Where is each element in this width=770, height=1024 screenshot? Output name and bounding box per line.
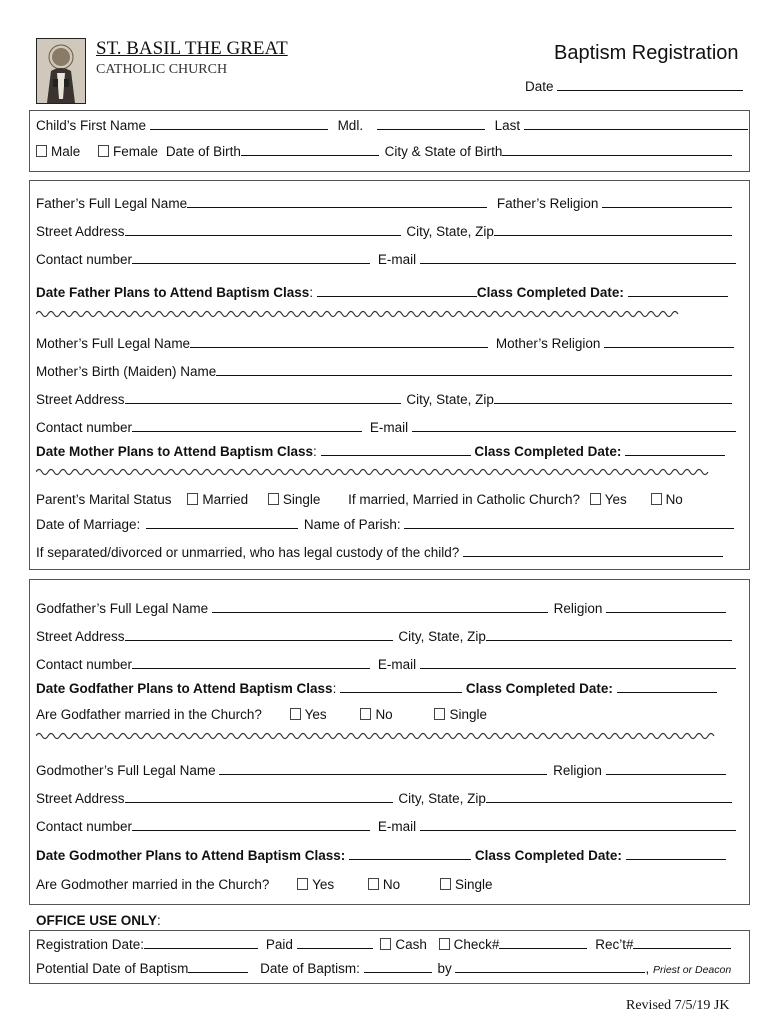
father-email-line[interactable] bbox=[420, 251, 736, 264]
godmother-yes-checkbox[interactable] bbox=[297, 878, 308, 890]
mother-city-label: City, State, Zip bbox=[406, 392, 494, 407]
father-city-line[interactable] bbox=[494, 223, 732, 236]
custody-line[interactable] bbox=[463, 544, 723, 557]
single-label: Single bbox=[282, 492, 321, 507]
catholic-church-question: If married, Married in Catholic Church? bbox=[348, 492, 580, 507]
father-street-line[interactable] bbox=[125, 223, 401, 236]
female-checkbox[interactable] bbox=[98, 145, 109, 157]
ornament-divider bbox=[36, 731, 742, 741]
godmother-contact-row bbox=[36, 818, 736, 834]
godfather-name-line[interactable] bbox=[212, 600, 548, 613]
godfather-contact-label: Contact number bbox=[36, 657, 133, 672]
ornament-divider bbox=[36, 467, 742, 477]
godfather-class-plan-label: Date Godfather Plans to Attend Baptism Class bbox=[36, 681, 333, 696]
godmother-religion-line[interactable] bbox=[606, 762, 726, 775]
godfather-street-label: Street Address bbox=[36, 629, 125, 644]
godfather-religion-line[interactable] bbox=[606, 600, 726, 613]
godmother-class-done-label: Class Completed Date: bbox=[474, 848, 622, 863]
married-label: Married bbox=[202, 492, 249, 507]
mother-religion-label: Mother’s Religion bbox=[495, 336, 601, 351]
godfather-single-checkbox[interactable] bbox=[434, 708, 445, 720]
ornament-divider bbox=[36, 309, 742, 319]
mother-email-line[interactable] bbox=[412, 419, 736, 432]
father-class-done-line[interactable] bbox=[628, 284, 728, 297]
father-contact-row bbox=[36, 251, 736, 267]
father-class-plan-label: Date Father Plans to Attend Baptism Class bbox=[36, 285, 310, 300]
birth-city-line[interactable] bbox=[502, 143, 732, 156]
godmother-email-label: E-mail bbox=[377, 819, 417, 834]
receipt-line[interactable] bbox=[633, 936, 731, 949]
marital-status-row bbox=[36, 492, 683, 507]
check-number-line[interactable] bbox=[499, 936, 587, 949]
mother-religion-line[interactable] bbox=[604, 335, 734, 348]
child-middle-label: Mdl. bbox=[337, 118, 364, 133]
dob-label: Date of Birth bbox=[165, 144, 241, 159]
godmother-contact-label: Contact number bbox=[36, 819, 133, 834]
godfather-class-done-label: Class Completed Date: bbox=[465, 681, 613, 696]
godfather-married-question: Are Godfather married in the Church? bbox=[36, 707, 262, 722]
father-name-label: Father’s Full Legal Name bbox=[36, 196, 188, 211]
catholic-no-label: No bbox=[665, 492, 683, 507]
office-use-colon: : bbox=[157, 913, 161, 928]
father-class-row bbox=[36, 284, 728, 300]
child-last-label: Last bbox=[494, 118, 521, 133]
godfather-yes-checkbox[interactable] bbox=[290, 708, 301, 720]
officiant-line[interactable] bbox=[455, 960, 645, 973]
office-baptism-row: Potential Date of Baptism Date of Baptism: by , Priest or Deacon bbox=[36, 961, 732, 976]
mother-maiden-line[interactable] bbox=[216, 363, 732, 376]
godfather-address-row bbox=[36, 628, 732, 644]
catholic-no-checkbox[interactable] bbox=[651, 493, 662, 505]
mother-name-row bbox=[36, 335, 734, 351]
godfather-contact-row bbox=[36, 656, 736, 672]
godmother-yes-label: Yes bbox=[312, 877, 335, 892]
catholic-yes-checkbox[interactable] bbox=[590, 493, 601, 505]
mother-maiden-label: Mother’s Birth (Maiden) Name bbox=[36, 364, 217, 379]
godmother-name-label: Godmother’s Full Legal Name bbox=[36, 763, 216, 778]
godmother-street-line[interactable] bbox=[125, 790, 393, 803]
mother-class-plan-label: Date Mother Plans to Attend Baptism Class bbox=[36, 444, 314, 459]
parish-line[interactable] bbox=[404, 516, 734, 529]
godmother-city-label: City, State, Zip bbox=[398, 791, 486, 806]
female-label: Female bbox=[113, 144, 159, 159]
mother-class-row bbox=[36, 443, 725, 459]
mother-street-label: Street Address bbox=[36, 392, 125, 407]
cash-checkbox[interactable] bbox=[380, 938, 391, 950]
marriage-date-row bbox=[36, 516, 734, 532]
godmother-class-done-line[interactable] bbox=[626, 847, 726, 860]
godmother-class-plan-line[interactable] bbox=[349, 847, 471, 860]
godfather-name-row bbox=[36, 600, 726, 616]
date-line[interactable] bbox=[557, 78, 743, 91]
godfather-single-label: Single bbox=[449, 707, 487, 722]
parish-label: Name of Parish: bbox=[303, 517, 401, 532]
child-first-name-line[interactable] bbox=[150, 117, 328, 130]
custody-row bbox=[36, 544, 723, 560]
check-label: Check# bbox=[453, 937, 500, 952]
godmother-single-label: Single bbox=[454, 877, 493, 892]
married-checkbox[interactable] bbox=[187, 493, 198, 505]
godfather-class-row bbox=[36, 680, 717, 696]
mother-city-line[interactable] bbox=[494, 391, 732, 404]
date-field[interactable] bbox=[525, 78, 743, 94]
father-city-label: City, State, Zip bbox=[406, 224, 494, 239]
male-label: Male bbox=[51, 144, 81, 159]
godfather-contact-line[interactable] bbox=[132, 656, 370, 669]
office-title-row bbox=[36, 913, 161, 928]
catholic-yes-label: Yes bbox=[604, 492, 627, 507]
godmother-married-question: Are Godmother married in the Church? bbox=[36, 877, 270, 892]
godfather-class-done-line[interactable] bbox=[617, 680, 717, 693]
church-subtitle: CATHOLIC CHURCH bbox=[96, 62, 228, 77]
father-class-done-label: Class Completed Date: bbox=[476, 285, 624, 300]
godmother-religion-label: Religion bbox=[553, 763, 602, 778]
church-name: ST. BASIL THE GREAT bbox=[96, 38, 288, 59]
cash-label: Cash bbox=[395, 937, 427, 952]
godfather-class-colon: : bbox=[332, 681, 337, 696]
father-address-row bbox=[36, 223, 732, 239]
marital-status-label: Parent’s Marital Status bbox=[36, 492, 172, 507]
mother-address-row bbox=[36, 391, 732, 407]
father-street-label: Street Address bbox=[36, 224, 125, 239]
godmother-class-row bbox=[36, 847, 726, 863]
father-class-colon: : bbox=[309, 285, 314, 300]
birth-city-label: City & State of Birth bbox=[384, 144, 503, 159]
revision-note: Revised 7/5/19 JK bbox=[626, 998, 730, 1013]
mother-class-done-line[interactable] bbox=[625, 443, 725, 456]
priest-deacon-label: Priest or Deacon bbox=[652, 964, 732, 976]
child-last-line[interactable] bbox=[524, 117, 748, 130]
mother-name-line[interactable] bbox=[190, 335, 488, 348]
mother-class-colon: : bbox=[313, 444, 317, 459]
marriage-date-label: Date of Marriage: bbox=[36, 517, 141, 532]
godmother-married-row bbox=[36, 877, 492, 892]
registration-date-label: Registration Date: bbox=[36, 937, 145, 952]
check-checkbox[interactable] bbox=[439, 938, 450, 950]
godmother-address-row bbox=[36, 790, 732, 806]
potential-date-line[interactable] bbox=[188, 960, 248, 973]
godmother-city-line[interactable] bbox=[486, 790, 732, 803]
godmother-email-line[interactable] bbox=[420, 818, 736, 831]
father-email-label: E-mail bbox=[377, 252, 417, 267]
godfather-city-label: City, State, Zip bbox=[398, 629, 486, 644]
mother-class-done-label: Class Completed Date: bbox=[474, 444, 622, 459]
by-label: by bbox=[437, 961, 452, 976]
father-contact-label: Contact number bbox=[36, 252, 133, 267]
godfather-email-label: E-mail bbox=[377, 657, 417, 672]
office-use-title: OFFICE USE ONLY bbox=[36, 913, 158, 928]
mother-email-label: E-mail bbox=[369, 420, 409, 435]
father-religion-label: Father’s Religion bbox=[496, 196, 599, 211]
custody-question: If separated/divorced or unmarried, who has legal custody of the child? bbox=[36, 545, 460, 560]
dob-line[interactable] bbox=[241, 143, 379, 156]
godfather-no-checkbox[interactable] bbox=[360, 708, 371, 720]
father-name-line[interactable] bbox=[187, 195, 487, 208]
father-religion-line[interactable] bbox=[602, 195, 732, 208]
godmother-name-line[interactable] bbox=[219, 762, 547, 775]
mother-street-line[interactable] bbox=[125, 391, 401, 404]
godfather-no-label: No bbox=[375, 707, 393, 722]
godfather-email-line[interactable] bbox=[420, 656, 736, 669]
godfather-yes-label: Yes bbox=[304, 707, 327, 722]
father-class-plan-line[interactable] bbox=[317, 284, 477, 297]
godfather-city-line[interactable] bbox=[486, 628, 732, 641]
receipt-label: Rec’t# bbox=[595, 937, 634, 952]
baptism-date-line[interactable] bbox=[364, 960, 432, 973]
father-name-row bbox=[36, 195, 732, 211]
mother-class-plan-line[interactable] bbox=[321, 443, 471, 456]
mother-contact-row bbox=[36, 419, 736, 435]
child-middle-line[interactable] bbox=[377, 117, 485, 130]
mother-contact-label: Contact number bbox=[36, 420, 133, 435]
godmother-contact-line[interactable] bbox=[132, 818, 370, 831]
father-contact-line[interactable] bbox=[132, 251, 370, 264]
godmother-no-label: No bbox=[382, 877, 401, 892]
paid-line[interactable] bbox=[297, 936, 373, 949]
godmother-no-checkbox[interactable] bbox=[368, 878, 379, 890]
baptism-date-label: Date of Baptism: bbox=[260, 961, 360, 976]
godfather-name-label: Godfather’s Full Legal Name bbox=[36, 601, 209, 616]
mother-maiden-row bbox=[36, 363, 732, 379]
date-label: Date bbox=[525, 79, 554, 94]
registration-date-line[interactable] bbox=[144, 936, 258, 949]
child-name-row bbox=[36, 117, 748, 133]
saint-basil-icon-image bbox=[36, 38, 86, 104]
mother-contact-line[interactable] bbox=[132, 419, 362, 432]
potential-date-label: Potential Date of Baptism bbox=[36, 961, 189, 976]
godfather-married-row bbox=[36, 707, 487, 722]
godmother-name-row bbox=[36, 762, 726, 778]
godmother-street-label: Street Address bbox=[36, 791, 125, 806]
godmother-class-plan-label: Date Godmother Plans to Attend Baptism Class: bbox=[36, 848, 346, 863]
mother-name-label: Mother’s Full Legal Name bbox=[36, 336, 191, 351]
godfather-religion-label: Religion bbox=[553, 601, 603, 616]
godfather-street-line[interactable] bbox=[125, 628, 393, 641]
form-title: Baptism Registration bbox=[554, 42, 739, 64]
child-first-name-label: Child’s First Name bbox=[36, 118, 147, 133]
single-checkbox[interactable] bbox=[268, 493, 279, 505]
male-checkbox[interactable] bbox=[36, 145, 47, 157]
marriage-date-line[interactable] bbox=[146, 516, 298, 529]
paid-label: Paid bbox=[265, 937, 293, 952]
child-birth-row bbox=[36, 143, 732, 159]
godmother-single-checkbox[interactable] bbox=[440, 878, 451, 890]
godfather-class-plan-line[interactable] bbox=[340, 680, 462, 693]
office-registration-row bbox=[36, 936, 731, 952]
